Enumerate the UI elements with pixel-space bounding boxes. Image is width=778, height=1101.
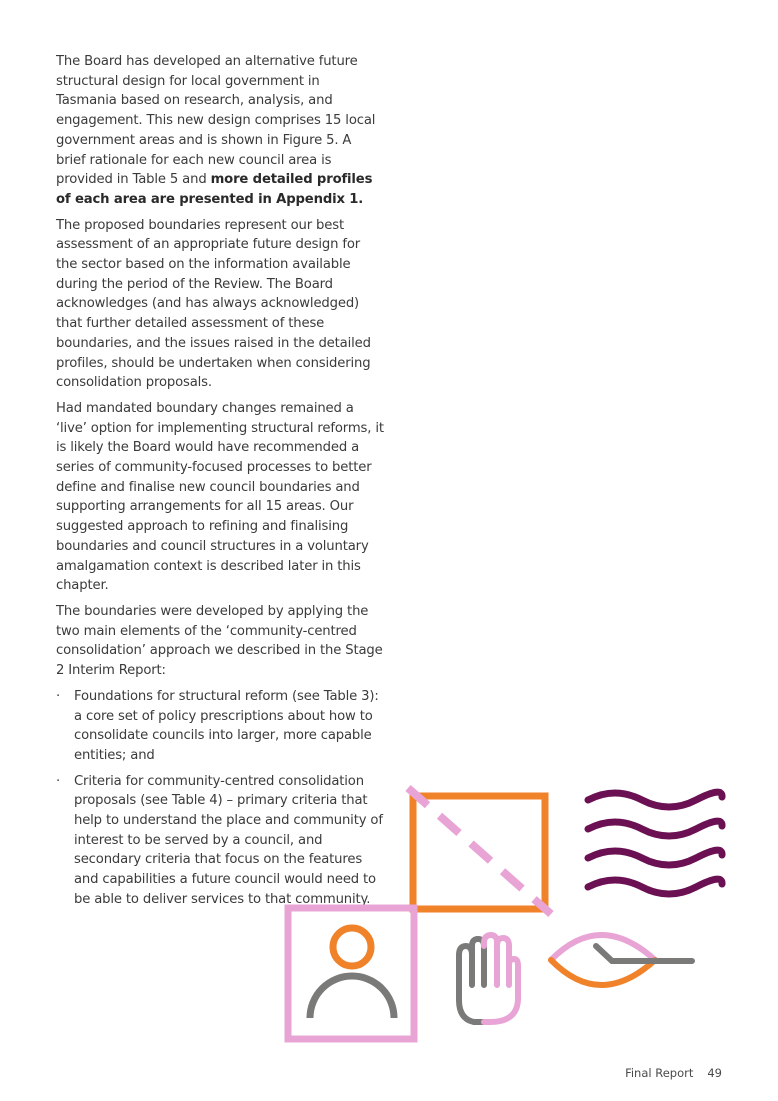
list-item: · Criteria for community-centred consolidation proposals (see Table 4) – primary criteria that help to understand the place and community of interest to be served by a council, and secondary criteria that focus on the features and capabilities a future council would need to be able to deliver services to that community. <box>56 772 384 910</box>
paragraph-3: Had mandated boundary changes remained a ‘live’ option for implementing structural reforms, it is likely the Board would have recommended a series of community-focused processes to better define and finalise new council boundaries and supporting arrangements for all 15 areas. Our suggested approach to refining and finalising boundaries and council structures in a voluntary amalgamation context is described later in this chapter. <box>56 400 384 594</box>
page-number: 49 <box>707 1066 722 1080</box>
waves-icon <box>588 792 722 894</box>
hand-icon <box>459 935 518 1022</box>
leaf-icon <box>551 935 692 985</box>
person-body-icon <box>310 976 394 1018</box>
paragraph-1-text: The Board has developed an alternative future structural design for local government in Tasmania based on research, analysis, and engagement. This new design comprises 15 local government areas and is shown in Figure 5. A brief rationale for each new council area is provided in Table 5 and <box>56 54 376 188</box>
paragraph-4: The boundaries were developed by applying the two main elements of the ‘community-centred consolidation’ approach we described in the Stage 2 Interim Report: <box>56 603 383 679</box>
paragraph-2: The proposed boundaries represent our best assessment of an appropriate future design for the sector based on the information available during the period of the Review. The Board acknowledges (and has always acknowledged) that further detailed assessment of these boundaries, and the issues raised in the detailed profiles, should be undertaken when considering consolidation proposals. <box>56 217 371 391</box>
footer-label: Final Report <box>625 1066 694 1080</box>
list-item: · Foundations for structural reform (see Table 3): a core set of policy prescriptions about how to consolidate councils into larger, more capable entities; and <box>56 687 384 766</box>
page-footer <box>625 1066 722 1080</box>
dashed-diagonal-icon <box>408 788 551 914</box>
appendix-reference: more detailed profiles of each area are presented in Appendix 1. <box>56 172 373 207</box>
person-head-icon <box>333 928 371 966</box>
